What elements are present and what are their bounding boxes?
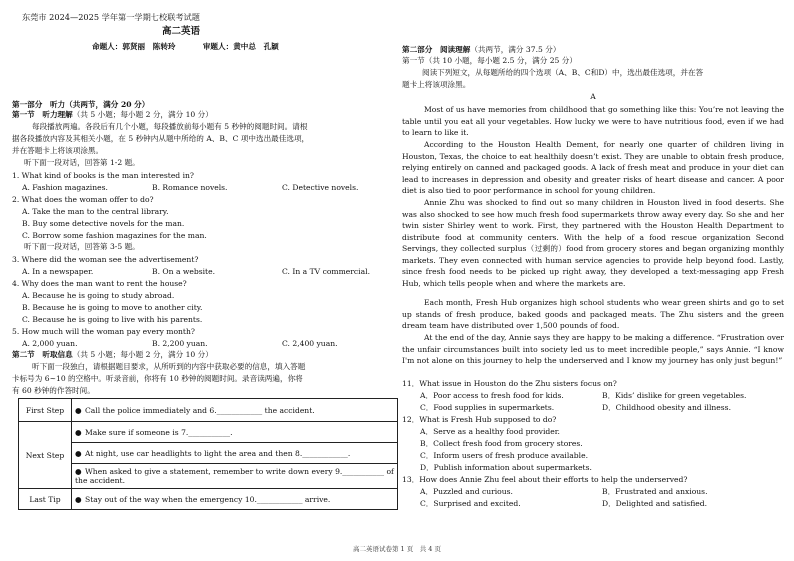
table-row [19, 464, 398, 489]
table-cell [72, 443, 398, 464]
option-2b: B. Buy some detective novels for the man. [22, 219, 185, 228]
blank-8-sentence: At night, use car headlights to light the area and then 8.____________. [85, 448, 351, 458]
step-label-last: Last Tip [19, 489, 72, 510]
listening-info-table [18, 398, 398, 510]
exam-title: 东莞市 2024—2025 学年第一学期七校联考试题 [22, 12, 200, 22]
option-4c: C. Because he is going to live with his parents. [22, 315, 203, 324]
sec2-instruction-2: 卡标号为 6~10 的空格中。听录音前，你将有 10 秒钟的阅题时间。录音读两遍，你将 [12, 374, 303, 383]
option-5b: B. 2,200 yuan. [152, 339, 208, 348]
question-12: 12．What is Fresh Hub supposed to do? [402, 415, 557, 424]
blank-6-sentence: Call the police immediately and 6.____________ the accident. [85, 405, 315, 415]
option-12d: D．Publish information about supermarkets. [420, 463, 592, 472]
sec1-instruction-3: 并在答题卡上将该项涂黑。 [12, 146, 104, 155]
option-11b: B．Kids’ dislike for green vegetables. [602, 391, 747, 400]
bullet-icon: ● [75, 427, 82, 437]
question-5: 5. How much will the woman pay every month? [12, 327, 195, 336]
part1-sec2-note: （共 5 小题；每小题 2 分，满分 10 分） [72, 350, 213, 359]
option-2a: A. Take the man to the central library. [22, 207, 169, 216]
step-label-next: Next Step [19, 422, 72, 489]
reading-instruction-2: 题卡上将该项涂黑。 [402, 80, 471, 89]
option-13a: A．Puzzled and curious. [420, 487, 513, 496]
option-4a: A. Because he is going to study abroad. [22, 291, 175, 300]
part2-heading: 第二部分 阅读理解 [402, 45, 471, 54]
option-1a: A. Fashion magazines. [22, 183, 108, 192]
paragraph-5: At the end of the day, Annie says they are happy to be making a difference. “Frustration over the unfair circumstances built into society led us to meet incredible people,” says Annie. “I know I'm not alone on this journey to help the underserved and I know my journey has only just begun!” [402, 333, 784, 365]
table-cell [72, 399, 398, 422]
sec2-instruction-1: 听下面一段独白，请根据题目要求，从所听到的内容中获取必要的信息，填入答题 [32, 362, 306, 371]
table-row [19, 443, 398, 464]
option-2c: C. Borrow some fashion magazines for the man. [22, 231, 207, 240]
option-13b: B．Frustrated and anxious. [602, 487, 708, 496]
part2-sec1-note: （共 10 小题，每小题 2.5 分，满分 25 分） [424, 56, 577, 65]
paragraph-1: Most of us have memories from childhood that go something like this: You’re not leaving the table until you eat all your vegetables. How lucky we were to have nutritious food, even if we had to learn to like it. [402, 105, 784, 137]
blank-9-sentence: When asked to give a statement, remember to write down every 9.___________ of the accident. [75, 467, 394, 485]
subject-title: 高二英语 [162, 26, 201, 37]
part1-sec2-heading-line [12, 350, 213, 360]
part2-sec1-heading-line [402, 56, 577, 66]
option-4b: B. Because he is going to move to another city. [22, 303, 203, 312]
authors-names: 郭贤丽 陈转玲 [122, 42, 176, 51]
bullet-icon: ● [75, 405, 82, 415]
step-label-first: First Step [19, 399, 72, 422]
sec1-instruction-1: 每段播放两遍。各段后有几个小题，每段播放前每小题有 5 秒钟的阅题时间。请根 [32, 122, 308, 131]
option-11a: A．Poor access to fresh food for kids. [420, 391, 564, 400]
part1-heading: 第一部分 听力（共两节，满分 20 分） [12, 100, 150, 109]
option-3c: C. In a TV commercial. [282, 267, 370, 276]
option-1c: C. Detective novels. [282, 183, 359, 192]
option-13c: C．Surprised and excited. [420, 499, 521, 508]
question-1: 1. What kind of books is the man interested in? [12, 171, 194, 180]
blank-7-sentence: Make sure if someone is 7.___________. [85, 427, 233, 437]
table-cell [72, 464, 398, 489]
reviewers-names: 黄中总 孔颖 [233, 42, 279, 51]
part1-sec1-note: （共 5 小题；每小题 2 分，满分 10 分） [72, 110, 213, 119]
question-4: 4. Why does the man want to rent the house? [12, 279, 187, 288]
option-5c: C. 2,400 yuan. [282, 339, 338, 348]
reading-instruction-1: 阅读下列短文，从每题所给的四个选项（A、B、C和D）中，选出最佳选项，并在答 [422, 68, 704, 77]
part1-sec2-heading: 第二节 听取信息 [12, 350, 73, 359]
question-2: 2. What does the woman offer to do? [12, 195, 154, 204]
question-11: 11．What issue in Houston do the Zhu sisters focus on? [402, 379, 617, 388]
sec1-instruction-2: 据各段播放内容及其相关小题，在 5 秒钟内从题中所给的 A、B、C 项中选出最佳选项， [12, 134, 310, 143]
option-12b: B．Collect fresh food from grocery stores. [420, 439, 583, 448]
blank-10-sentence: Stay out of the way when the emergency 10.____________ arrive. [85, 494, 331, 504]
dialogue-lead-1: 听下面一段对话，回答第 1-2 题。 [24, 158, 140, 167]
page-footer: 高二英语试卷第 1 页 共 4 页 [352, 545, 442, 553]
table-row [19, 489, 398, 510]
paragraph-2: According to the Houston Health Dement, for nearly one quarter of children living in Houston, Texas, the choice to eat healthily doesn’t exist. They are unable to obtain fresh produce, relying entirely on canned and packaged goods. A lack of fresh meat and produce in your diet can lead to increases in depression and obesity and greater risks of heart disease and cancer. A poor diet is also tied to poor performance in school for young children. [402, 140, 784, 195]
part1-sec1-heading: 第一节 听力理解 [12, 110, 73, 119]
passage-label: A [590, 92, 596, 101]
part2-heading-line [402, 45, 560, 55]
question-3: 3. Where did the woman see the advertisement? [12, 255, 199, 264]
table-cell [72, 422, 398, 443]
part2-sec1-heading: 第一节 [402, 56, 425, 65]
dialogue-lead-2: 听下面一段对话，回答第 3-5 题。 [24, 242, 140, 251]
paragraph-4: Each month, Fresh Hub organizes high school students who wear green shirts and go to set up stands of fresh produce, baked goods and packaged meats. The Zhu sisters and the green dream team have distributed over 1,500 pounds of food. [402, 298, 784, 330]
option-1b: B. Romance novels. [152, 183, 228, 192]
part1-sec1-heading-line [12, 110, 213, 120]
option-13d: D．Delighted and satisfied. [602, 499, 708, 508]
authors-label: 命题人： [92, 42, 123, 51]
bullet-icon: ● [75, 448, 82, 458]
table-row [19, 399, 398, 422]
bullet-icon: ● [75, 467, 82, 476]
reviewers-label: 审题人： [202, 42, 234, 51]
question-13: 13．How does Annie Zhu feel about their efforts to help the underserved? [402, 475, 688, 484]
option-12c: C．Inform users of fresh produce available. [420, 451, 588, 460]
part2-heading-note: （共两节，满分 37.5 分） [470, 45, 561, 54]
option-12a: A．Serve as a healthy food provider. [420, 427, 560, 436]
authors-line [92, 42, 279, 52]
table-row [19, 422, 398, 443]
paragraph-3: Annie Zhu was shocked to find out so many children in Houston lived in food deserts. She was also shocked to see how much fresh food supermarkets throw away every day. So she and her twin sister Shirley went to work. First, they partnered with the Houston Health Department to distribute food at community centers. With the help of a food rescue organization Second Servings, they collected surplus（过剩的）food from grocery stores and began organizing monthly markets. They even connected with human service agencies to provide help beyond food. Lastly, since fresh food needs to be picked up right away, they developed a text-messaging app Fresh Hub, which tells people when and where the markets are. [402, 198, 784, 288]
option-5a: A. 2,000 yuan. [22, 339, 78, 348]
option-11c: C．Food supplies in supermarkets. [420, 403, 555, 412]
option-3b: B. On a website. [152, 267, 216, 276]
option-3a: A. In a newspaper. [22, 267, 94, 276]
option-11d: D．Childhood obesity and illness. [602, 403, 731, 412]
bullet-icon: ● [75, 494, 82, 504]
sec2-instruction-3: 有 60 秒钟的作答时间。 [12, 386, 95, 395]
table-cell [72, 489, 398, 510]
